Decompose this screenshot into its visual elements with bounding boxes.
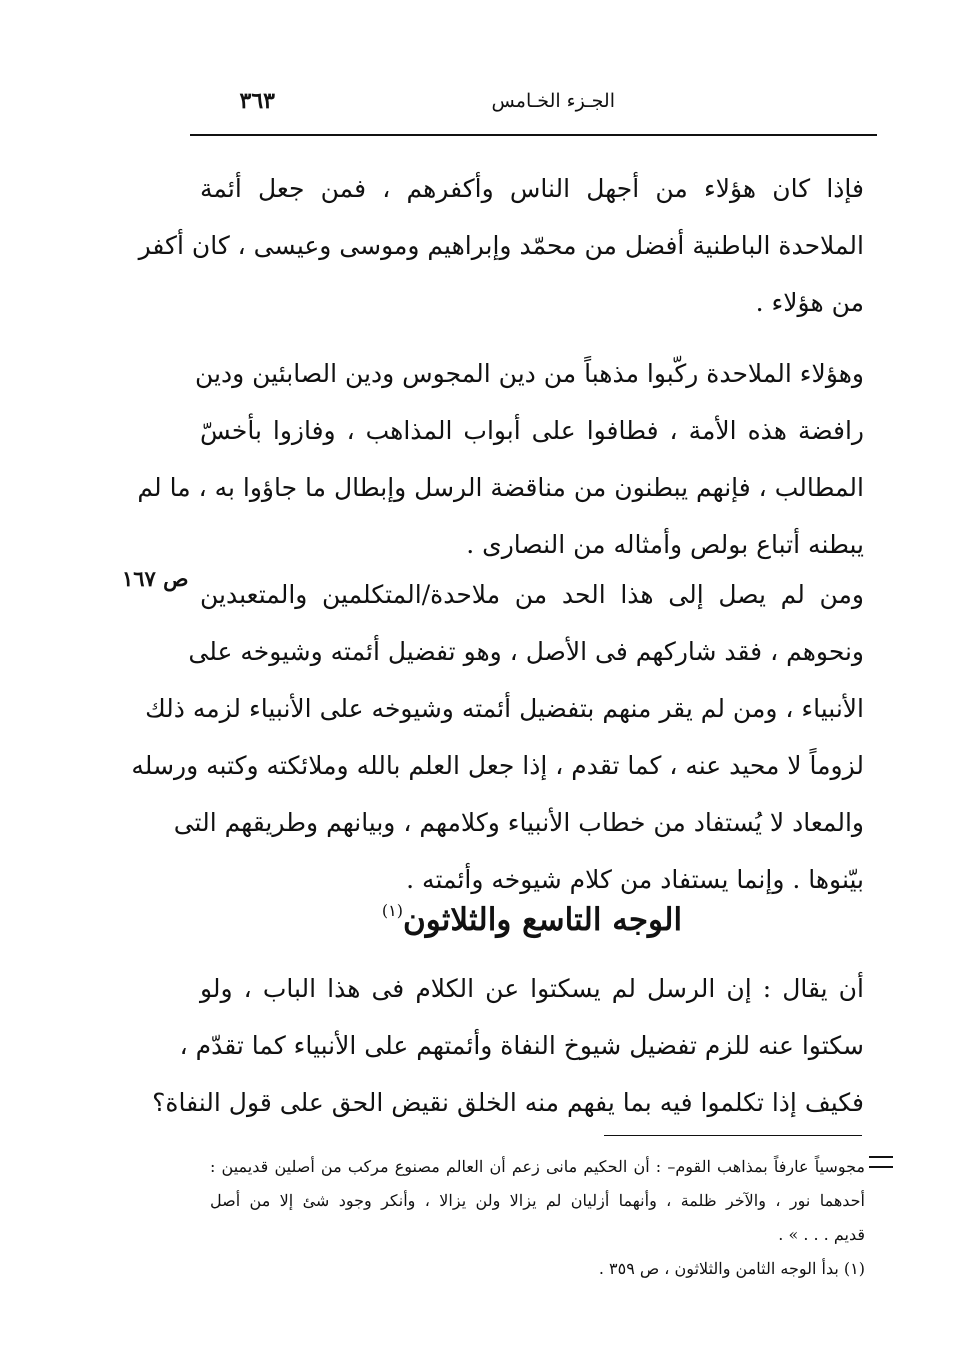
header-rule bbox=[190, 134, 877, 136]
text-line: بيّنوها . وإنما يستفاد من كلام شيوخه وأئمته . bbox=[406, 865, 864, 894]
section-heading-text: الوجه التاسع والثلاثون bbox=[403, 902, 683, 938]
text-line: ونحوهم ، فقد شاركهم فى الأصل ، وهو تفضيل أئمته وشيوخه على bbox=[188, 637, 864, 666]
footnote-rule bbox=[604, 1135, 862, 1136]
footnote-line: (١) بدأ الوجه الثامن والثلاثون ، ص ٣٥٩ . bbox=[598, 1259, 865, 1278]
running-title: الجـزء الخـامس bbox=[491, 90, 615, 112]
text-line: فكيف إذا تكلموا فيه بما يفهم منه الخلق نقيض الحق على قول النفاة؟ bbox=[152, 1088, 864, 1117]
footnote-line: قديم . . . » . bbox=[778, 1225, 865, 1244]
page-number: ٣٦٣ bbox=[239, 88, 275, 114]
paragraph-1 bbox=[138, 160, 864, 331]
section-heading bbox=[200, 882, 864, 949]
footnote-ref: (١) bbox=[381, 901, 404, 920]
text-line: سكتوا عنه للزم تفضيل شيوخ النفاة وأئمتهم على الأنبياء كما تقدّم ، bbox=[179, 1031, 864, 1060]
text-line: من هؤلاء . bbox=[755, 288, 864, 317]
text-line: فإذا كان هؤلاء من أجهل الناس وأكفرهم ، فمن جعل أئمة bbox=[200, 174, 864, 203]
text-line: يبطنه أتباع بولص وأمثاله من النصارى . bbox=[466, 530, 864, 559]
text-line: وهؤلاء الملاحدة ركّبوا مذهباً من دين المجوس ودين الصابئين ودين bbox=[194, 359, 864, 388]
footnotes bbox=[210, 1150, 865, 1286]
continuation-mark bbox=[869, 1156, 893, 1168]
page-header bbox=[195, 88, 865, 128]
text-line: الملاحدة الباطنية أفضل من محمّد وإبراهيم وموسى وعيسى ، كان أكفر bbox=[138, 231, 864, 260]
text-line: رافضة هذه الأمة ، فطافوا على أبواب المذاهب ، وفازوا بأخسّ bbox=[200, 416, 864, 445]
footnote-line: أحدهما نور ، والآخر ظلمة ، وأنهما أزليان لم يزالا ولن يزالا ، وأنكر وجود شئ إلا من أصل bbox=[210, 1191, 865, 1210]
footnote-1 bbox=[210, 1252, 865, 1286]
text-line: المطالب ، فإنهم يبطنون من مناقضة الرسل وإبطال ما جاؤوا به ، ما لم bbox=[137, 473, 864, 502]
text-line: ومن لم يصل إلى هذا الحد من ملاحدة/المتكلمين والمتعبدين bbox=[200, 580, 864, 609]
text-line: لزوماً لا محيد عنه ، كما تقدم ، إذا جعل العلم بالله وملائكته وكتبه ورسله bbox=[131, 751, 864, 780]
paragraph-2 bbox=[137, 345, 864, 573]
text-line: والمعاد لا يُستفاد من خطاب الأنبياء وكلامهم ، وبيانهم وطريقهم التى bbox=[173, 808, 864, 837]
footnote-line: مجوسياً عارفاً بمذاهب القوم– : أن الحكيم مانى زعم أن العالم مصنوع مركب من أصلين قديمين : bbox=[210, 1157, 865, 1176]
text-line: أن يقال : إن الرسل لم يسكتوا عن الكلام فى هذا الباب ، ولو bbox=[200, 974, 864, 1003]
paragraph-4 bbox=[152, 960, 864, 1131]
text-line: الأنبياء ، ومن لم يقر منهم بتفضيل أئمته وشيوخه على الأنبياء لزمه ذلك bbox=[145, 694, 864, 723]
footnote-continued bbox=[210, 1150, 865, 1252]
margin-page-reference: ص ١٦٧ bbox=[122, 566, 189, 591]
